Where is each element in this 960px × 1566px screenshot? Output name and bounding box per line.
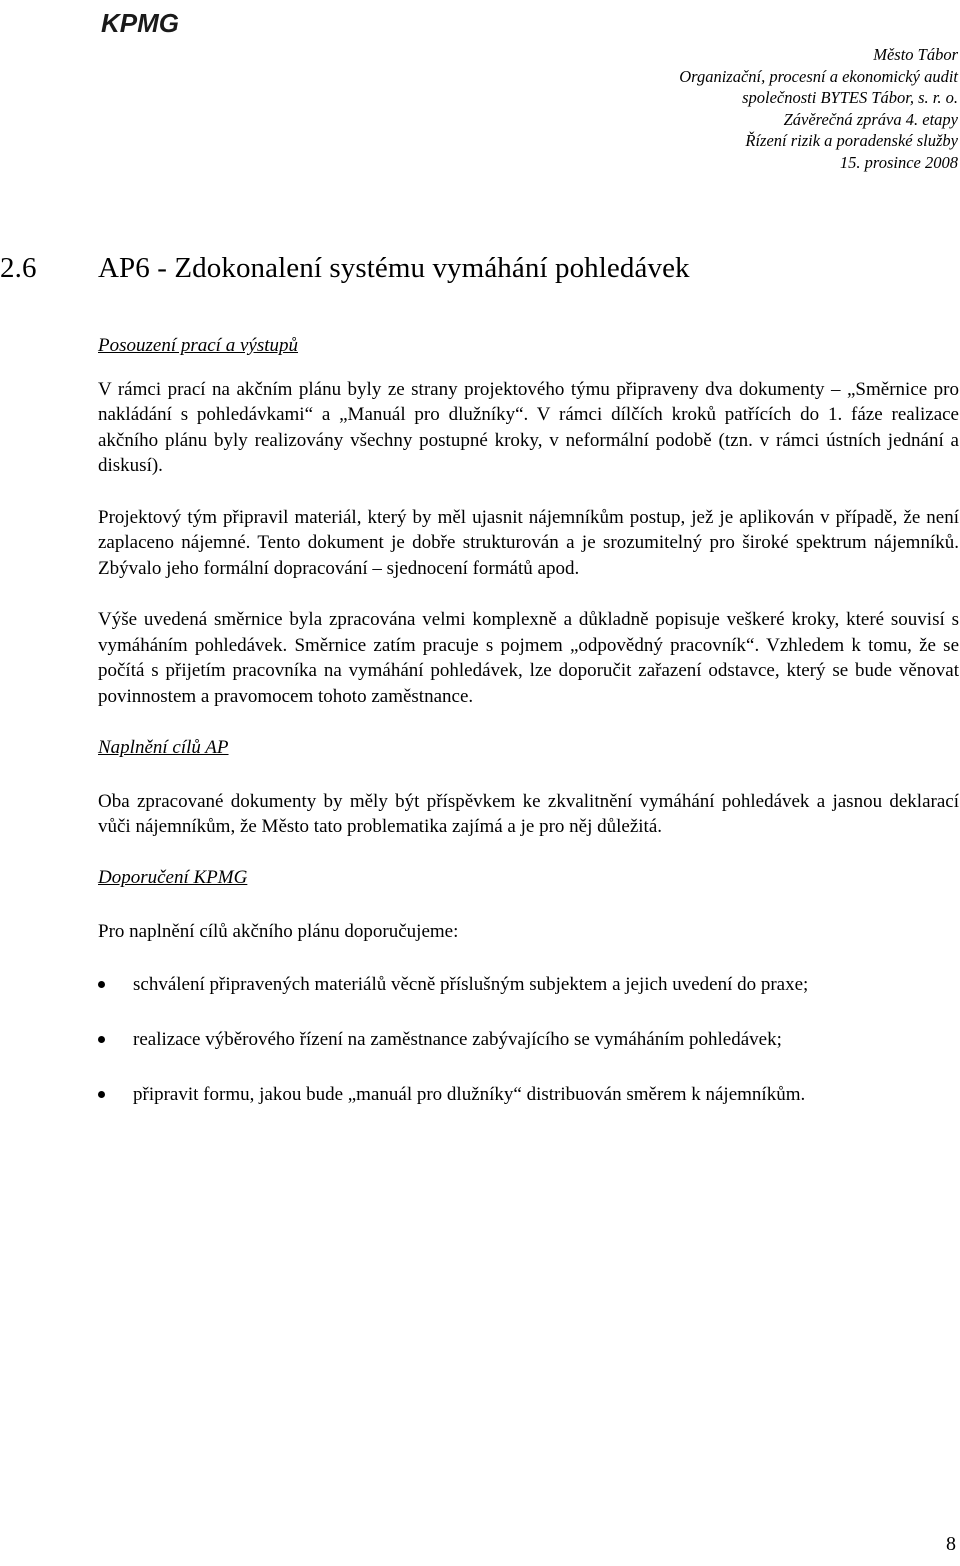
list-item-text: realizace výběrového řízení na zaměstnance zabývajícího se vymáháním pohledávek; — [133, 1029, 782, 1051]
paragraph: Pro naplnění cílů akčního plánu doporučujeme: — [98, 920, 459, 942]
paragraph: Projektový tým připravil materiál, který by měl ujasnit nájemníkům postup, jež je aplikován v případě, že není zaplaceno nájemné. Tento dokument je dobře strukturován a je srozumitelný pro široké spektrum nájemníků. Zbývalo jeho formální dopracování – sjednocení formátů apod. — [98, 506, 959, 579]
document-body — [98, 333, 959, 1136]
page-number: 8 — [946, 1533, 956, 1555]
document-header — [679, 44, 958, 173]
paragraph: Oba zpracované dokumenty by měly být příspěvkem ke zkvalitnění vymáhání pohledávek a jasnou deklarací vůči nájemníkům, že Město tato problematika zajímá a je pro něj důležitá. — [98, 790, 959, 838]
header-line: Město Tábor — [873, 45, 958, 64]
subheading-doporuceni: Doporučení KPMG — [98, 867, 248, 889]
bullet-icon — [98, 1036, 105, 1043]
header-line: 15. prosince 2008 — [839, 152, 958, 172]
header-line: Závěrečná zpráva 4. etapy — [783, 109, 958, 129]
paragraph: Výše uvedená směrnice byla zpracována velmi komplexně a důkladně popisuje veškeré kroky, které souvisí s vymáháním pohledávek. Směrnice zatím pracuje s pojmem „odpovědný pracovník“. Vzhledem k tomu, že se počítá s přijetím pracovníka na vymáhání pohledávek, lze doporučit zařazení odstavce, který se bude věnovat povinnostem a pravomocem tohoto zaměstnance. — [98, 608, 959, 707]
kpmg-logo-graphic — [97, 2, 185, 38]
kpmg-logo — [97, 2, 185, 38]
list-item-text: připravit formu, jakou bude „manuál pro dlužníky“ distribuován směrem k nájemníkům. — [133, 1083, 806, 1105]
kpmg-logo-text: KPMG — [101, 8, 179, 38]
list-item — [98, 1027, 959, 1053]
section-heading — [0, 252, 690, 285]
header-line: společnosti BYTES Tábor, s. r. o. — [742, 88, 958, 107]
header-line: Řízení rizik a poradenské služby — [745, 131, 958, 150]
subheading-posouzeni: Posouzení prací a výstupů — [98, 335, 299, 356]
list-item — [98, 1082, 959, 1108]
header-line: Organizační, procesní a ekonomický audit — [679, 66, 958, 86]
list-item-text: schválení připravených materiálů věcně příslušným subjektem a jejich uvedení do praxe; — [133, 974, 809, 996]
paragraph: V rámci prací na akčním plánu byly ze strany projektového týmu připraveny dva dokumenty – „Směrnice pro nakládání s pohledávkami“ a „Manuál pro dlužníky“. V rámci dílčích kroků patřících do 1. fáze realizace akčního plánu byly realizovány všechny postupné kroky, v neformální podobě (tzn. v rámci ústních jednání a diskusí). — [98, 378, 959, 477]
section-title: AP6 - Zdokonalení systému vymáhání pohledávek — [98, 252, 690, 284]
recommendation-list — [98, 972, 959, 1107]
list-item — [98, 972, 959, 998]
bullet-icon — [98, 1091, 105, 1098]
section-number: 2.6 — [0, 252, 37, 284]
subheading-naplneni: Naplnění cílů AP — [98, 736, 229, 758]
bullet-icon — [98, 981, 105, 988]
